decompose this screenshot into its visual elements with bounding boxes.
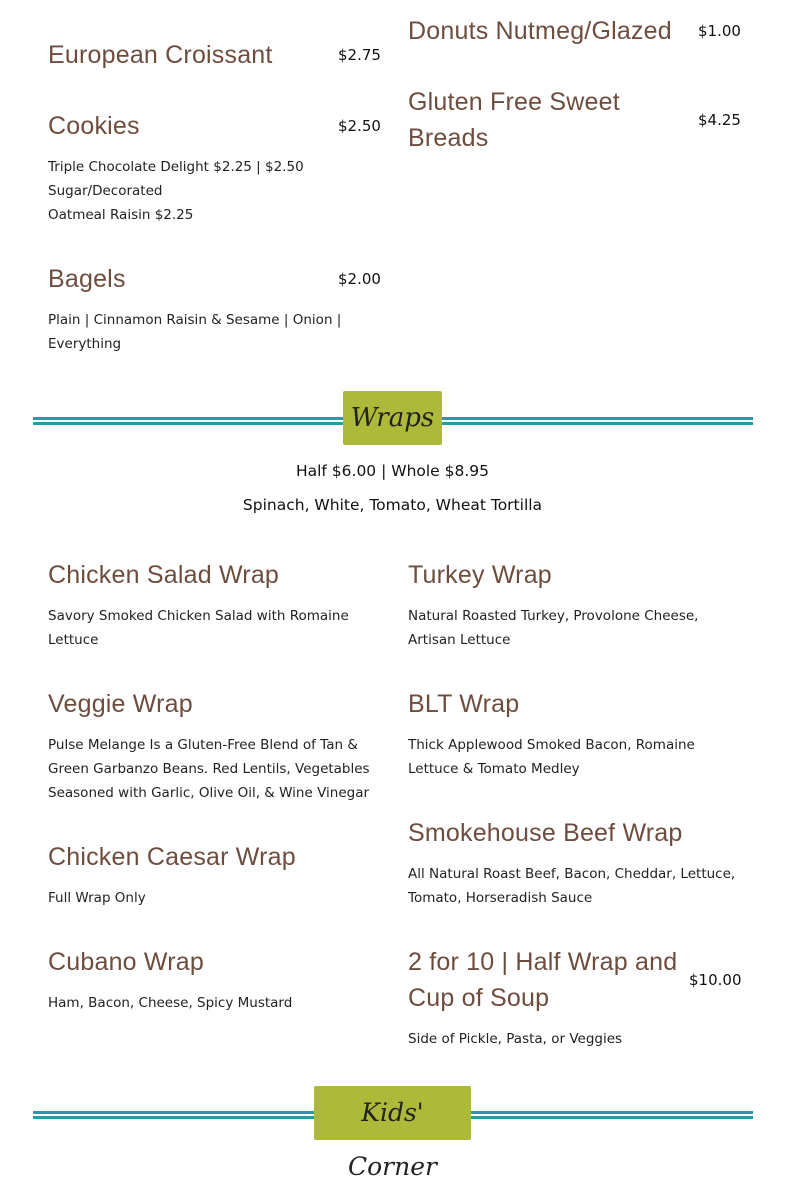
item-name — [408, 944, 677, 1016]
desc-line: Thick Applewood Smoked Bacon, Romaine — [408, 737, 695, 753]
item-price: $2.50 — [338, 117, 381, 135]
item-name: Veggie Wrap — [48, 690, 193, 718]
item-name: Donuts Nutmeg/Glazed — [408, 17, 672, 45]
item-description — [408, 733, 748, 781]
item-description — [48, 886, 378, 910]
item-price: $2.00 — [338, 270, 381, 288]
desc-line: Plain | Cinnamon Raisin & Sesame | Onion | — [48, 312, 342, 328]
item-price: $2.75 — [338, 46, 381, 64]
item-description — [48, 604, 378, 652]
item-name: Chicken Caesar Wrap — [48, 843, 296, 871]
item-description — [408, 604, 748, 652]
name-line: 2 for 10 | Half Wrap and — [408, 948, 678, 976]
item-price: $4.25 — [698, 111, 741, 129]
item-name: Cubano Wrap — [48, 948, 204, 976]
name-line: Cup of Soup — [408, 984, 550, 1012]
item-name — [408, 84, 620, 156]
item-description — [408, 862, 753, 910]
item-description — [48, 308, 378, 356]
item-price: $1.00 — [698, 22, 741, 40]
name-line: Gluten Free Sweet — [408, 88, 620, 116]
item-name: Bagels — [48, 265, 126, 293]
desc-line: Savory Smoked Chicken Salad with Romaine — [48, 608, 349, 624]
wraps-pricing: Half $6.00 | Whole $8.95 — [295, 462, 490, 480]
item-name: Cookies — [48, 112, 140, 140]
item-description — [48, 733, 388, 805]
item-name: European Croissant — [48, 41, 273, 69]
item-name: BLT Wrap — [408, 690, 520, 718]
desc-line: Pulse Melange Is a Gluten-Free Blend of Tan & — [48, 737, 358, 753]
desc-line: Side of Pickle, Pasta, or Veggies — [408, 1031, 623, 1047]
name-line: Breads — [408, 124, 489, 152]
desc-line: Seasoned with Garlic, Olive Oil, & Wine Vinegar — [48, 785, 370, 801]
desc-line: All Natural Roast Beef, Bacon, Cheddar, Lettuce, — [408, 866, 736, 882]
item-name: Turkey Wrap — [408, 561, 552, 589]
desc-line: Ham, Bacon, Cheese, Spicy Mustard — [48, 995, 293, 1011]
section-badge-kids-corner: Kids' Corner — [314, 1086, 471, 1140]
item-description — [408, 1027, 748, 1051]
section-badge-wraps: Wraps — [343, 391, 442, 445]
item-price: $10.00 — [689, 971, 742, 989]
item-description — [48, 155, 368, 227]
desc-line: Tomato, Horseradish Sauce — [408, 890, 593, 906]
desc-line: Oatmeal Raisin $2.25 — [48, 207, 194, 223]
item-name: Smokehouse Beef Wrap — [408, 819, 683, 847]
desc-line: Artisan Lettuce — [408, 632, 511, 648]
item-name: Chicken Salad Wrap — [48, 561, 280, 589]
desc-line: Triple Chocolate Delight $2.25 | $2.50 — [48, 159, 304, 175]
desc-line: Natural Roasted Turkey, Provolone Cheese, — [408, 608, 699, 624]
desc-line: Lettuce — [48, 632, 99, 648]
item-description — [48, 991, 378, 1015]
desc-line: Full Wrap Only — [48, 890, 146, 906]
desc-line: Green Garbanzo Beans. Red Lentils, Vegetables — [48, 761, 370, 777]
desc-line: Lettuce & Tomato Medley — [408, 761, 580, 777]
desc-line: Everything — [48, 336, 122, 352]
desc-line: Sugar/Decorated — [48, 183, 163, 199]
wraps-tortillas: Spinach, White, Tomato, Wheat Tortilla — [242, 496, 543, 514]
